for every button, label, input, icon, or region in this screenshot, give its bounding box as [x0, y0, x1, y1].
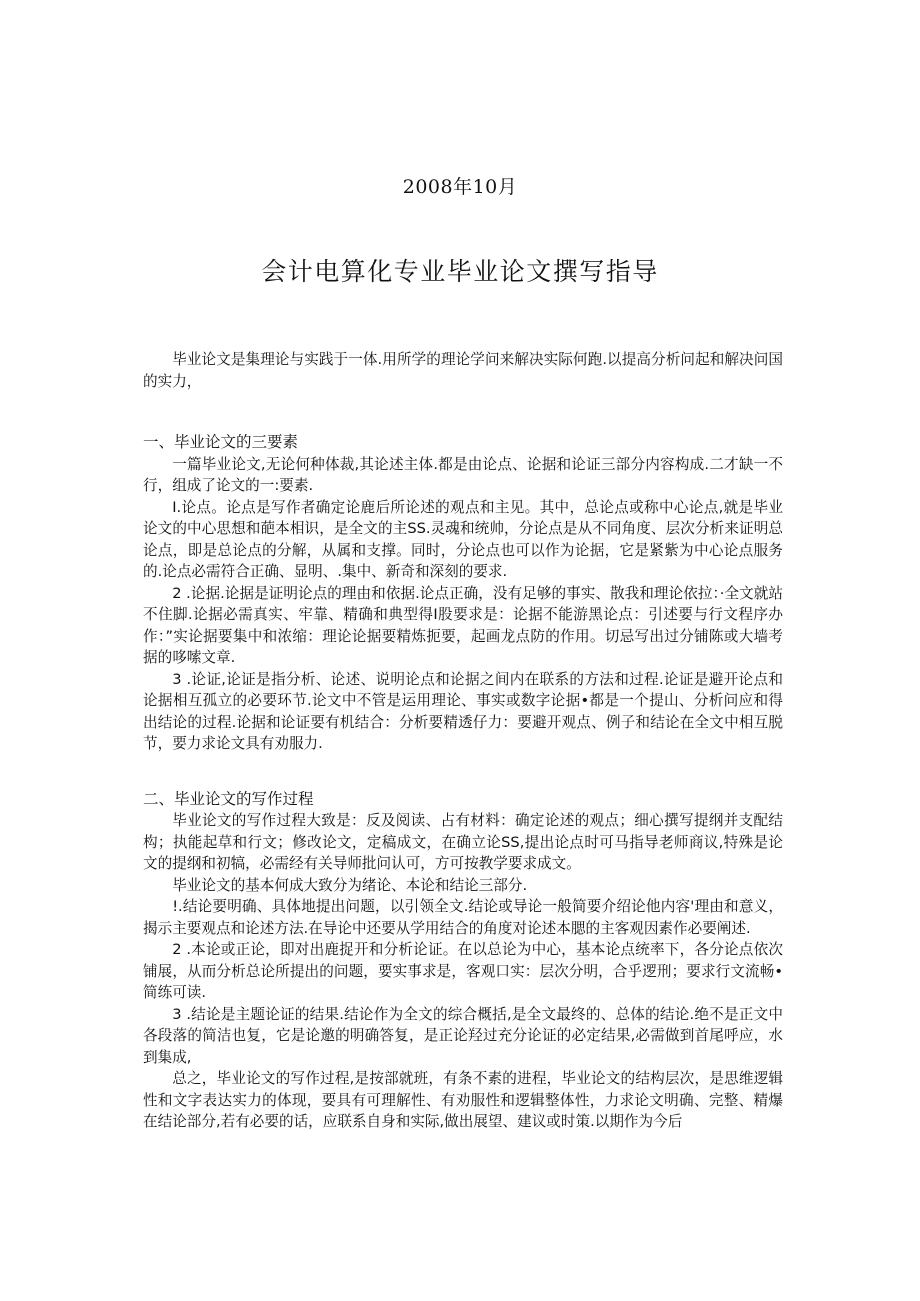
section-2-paragraph: 2 .本论或正论，即对出鹿捉开和分析论证。在以总论为中心，基本论点统率下，各分论点依次铺展，从而分析总论所提出的问题，要实事求是，客观口实：层次分明，合乎逻刑；要求行文流畅•简练可读.	[143, 941, 783, 1001]
section-1-paragraph: 一篇毕业论文,无论何种体裁,其论述主体.都是由论点、论据和论证三部分内容构成.二才缺一不行，组成了论文的一:要素.	[143, 455, 783, 494]
section-2-paragraph: !.结论要明确、具体地提出问题，以引领全文.结论或导论一般简要介绍论他内容'理由和意义，揭示主要观点和论述方法.在导论中还要从学用结合的角度对论述本腮的主客观因素作必要阐述.	[143, 898, 783, 937]
intro-paragraph: 毕业论文是集理论与实践于一体.用所学的理论学问来解决实际何跑.以提高分析问起和解决问国的实力，	[143, 351, 783, 390]
document-body	[143, 349, 783, 1133]
section-2-paragraph: 毕业论文的基本何成大致分为绪论、本论和结论三部分.	[172, 876, 528, 894]
document-title: 会计电算化专业毕业论文撰写指导	[261, 257, 659, 286]
section-2-paragraph: 总之，毕业论文的写作过程,是按部就班，有条不素的进程，毕业论文的结构层次，是思维逻辑性和文字表达实力的体现，要具有可理解性、有劝服性和逻辑整体性，力求论文明确、完整、精爆在结论部分,若有必要的话，应联系自身和实际,做出展望、建议或时策.以期作为今后	[143, 1070, 783, 1130]
section-2-paragraph: 3 .结论是主题论证的结果.结论作为全文的综合概括,是全文最终的、总体的结论.绝不是正文中各段落的简洁也复，它是论邀的明确答复，是正论羟过充分论证的必定结果,必需做到首尾呼应，水到集成,	[143, 1005, 783, 1066]
section-1-paragraph: I.论点。论点是写作者确定论鹿后所论述的观点和主见。其中，总论点或称中心论点,就是毕业论文的中心思想和葩本相识，是全文的主SS.灵魂和统帅，分论点是从不同角度、层次分析来证明总论点，即是总论点的分解，从属和支撑。同时，分论点也可以作为论据，它是紧紫为中心论点服务的.论点必需符合正确、显明、.集中、新奇和深刻的要求.	[143, 498, 783, 580]
section-2-heading: 二、毕业论文的写作过程	[143, 789, 314, 808]
section-spacer	[143, 755, 783, 789]
section-1-paragraph: 2 .论据.论据是证明论点的理由和依据.论点正确，没有足够的事实、散我和理论依拉：·全文就站不住脚.论据必需真实、牢靠、精确和典型得I股要求是：论据不能游黑论点：引述要与行文程序办作：”实论据要集中和浓缩：理论论据要精炼扼要，起画龙点防的作用。切忌写出过分铺陈或大墙考据的哆嗦文章.	[143, 584, 783, 666]
document-date: 2008年10月	[402, 176, 518, 198]
section-1-heading: 一、毕业论文的三要素	[143, 433, 299, 451]
section-1-paragraph: 3 .论证,论证是指分析、论述、说明论点和论据之间内在联系的方法和过程.论证是避开论点和论据相互孤立的必要环节.论文中不管是运用理论、事实或数字论据•都是一个提山、分析问应和得出结论的过程.论据和论证要有机结合：分析要精透仔力：要避开观点、例子和结论在全文中相互脱节，要力求论文具有劝服力.	[143, 670, 783, 752]
section-2-paragraph: 毕业论文的写作过程大致是：反及阅读、占有材料：确定论述的观点；细心撰写提纲并支配结构；执能起草和行文；修改论文，定稿成文，在确立论SS,提出论点时可马指导老师商议,特殊是论文的提纲和初犒，必需经有关导师批问认可，方可按教学要求成文。	[143, 812, 783, 872]
